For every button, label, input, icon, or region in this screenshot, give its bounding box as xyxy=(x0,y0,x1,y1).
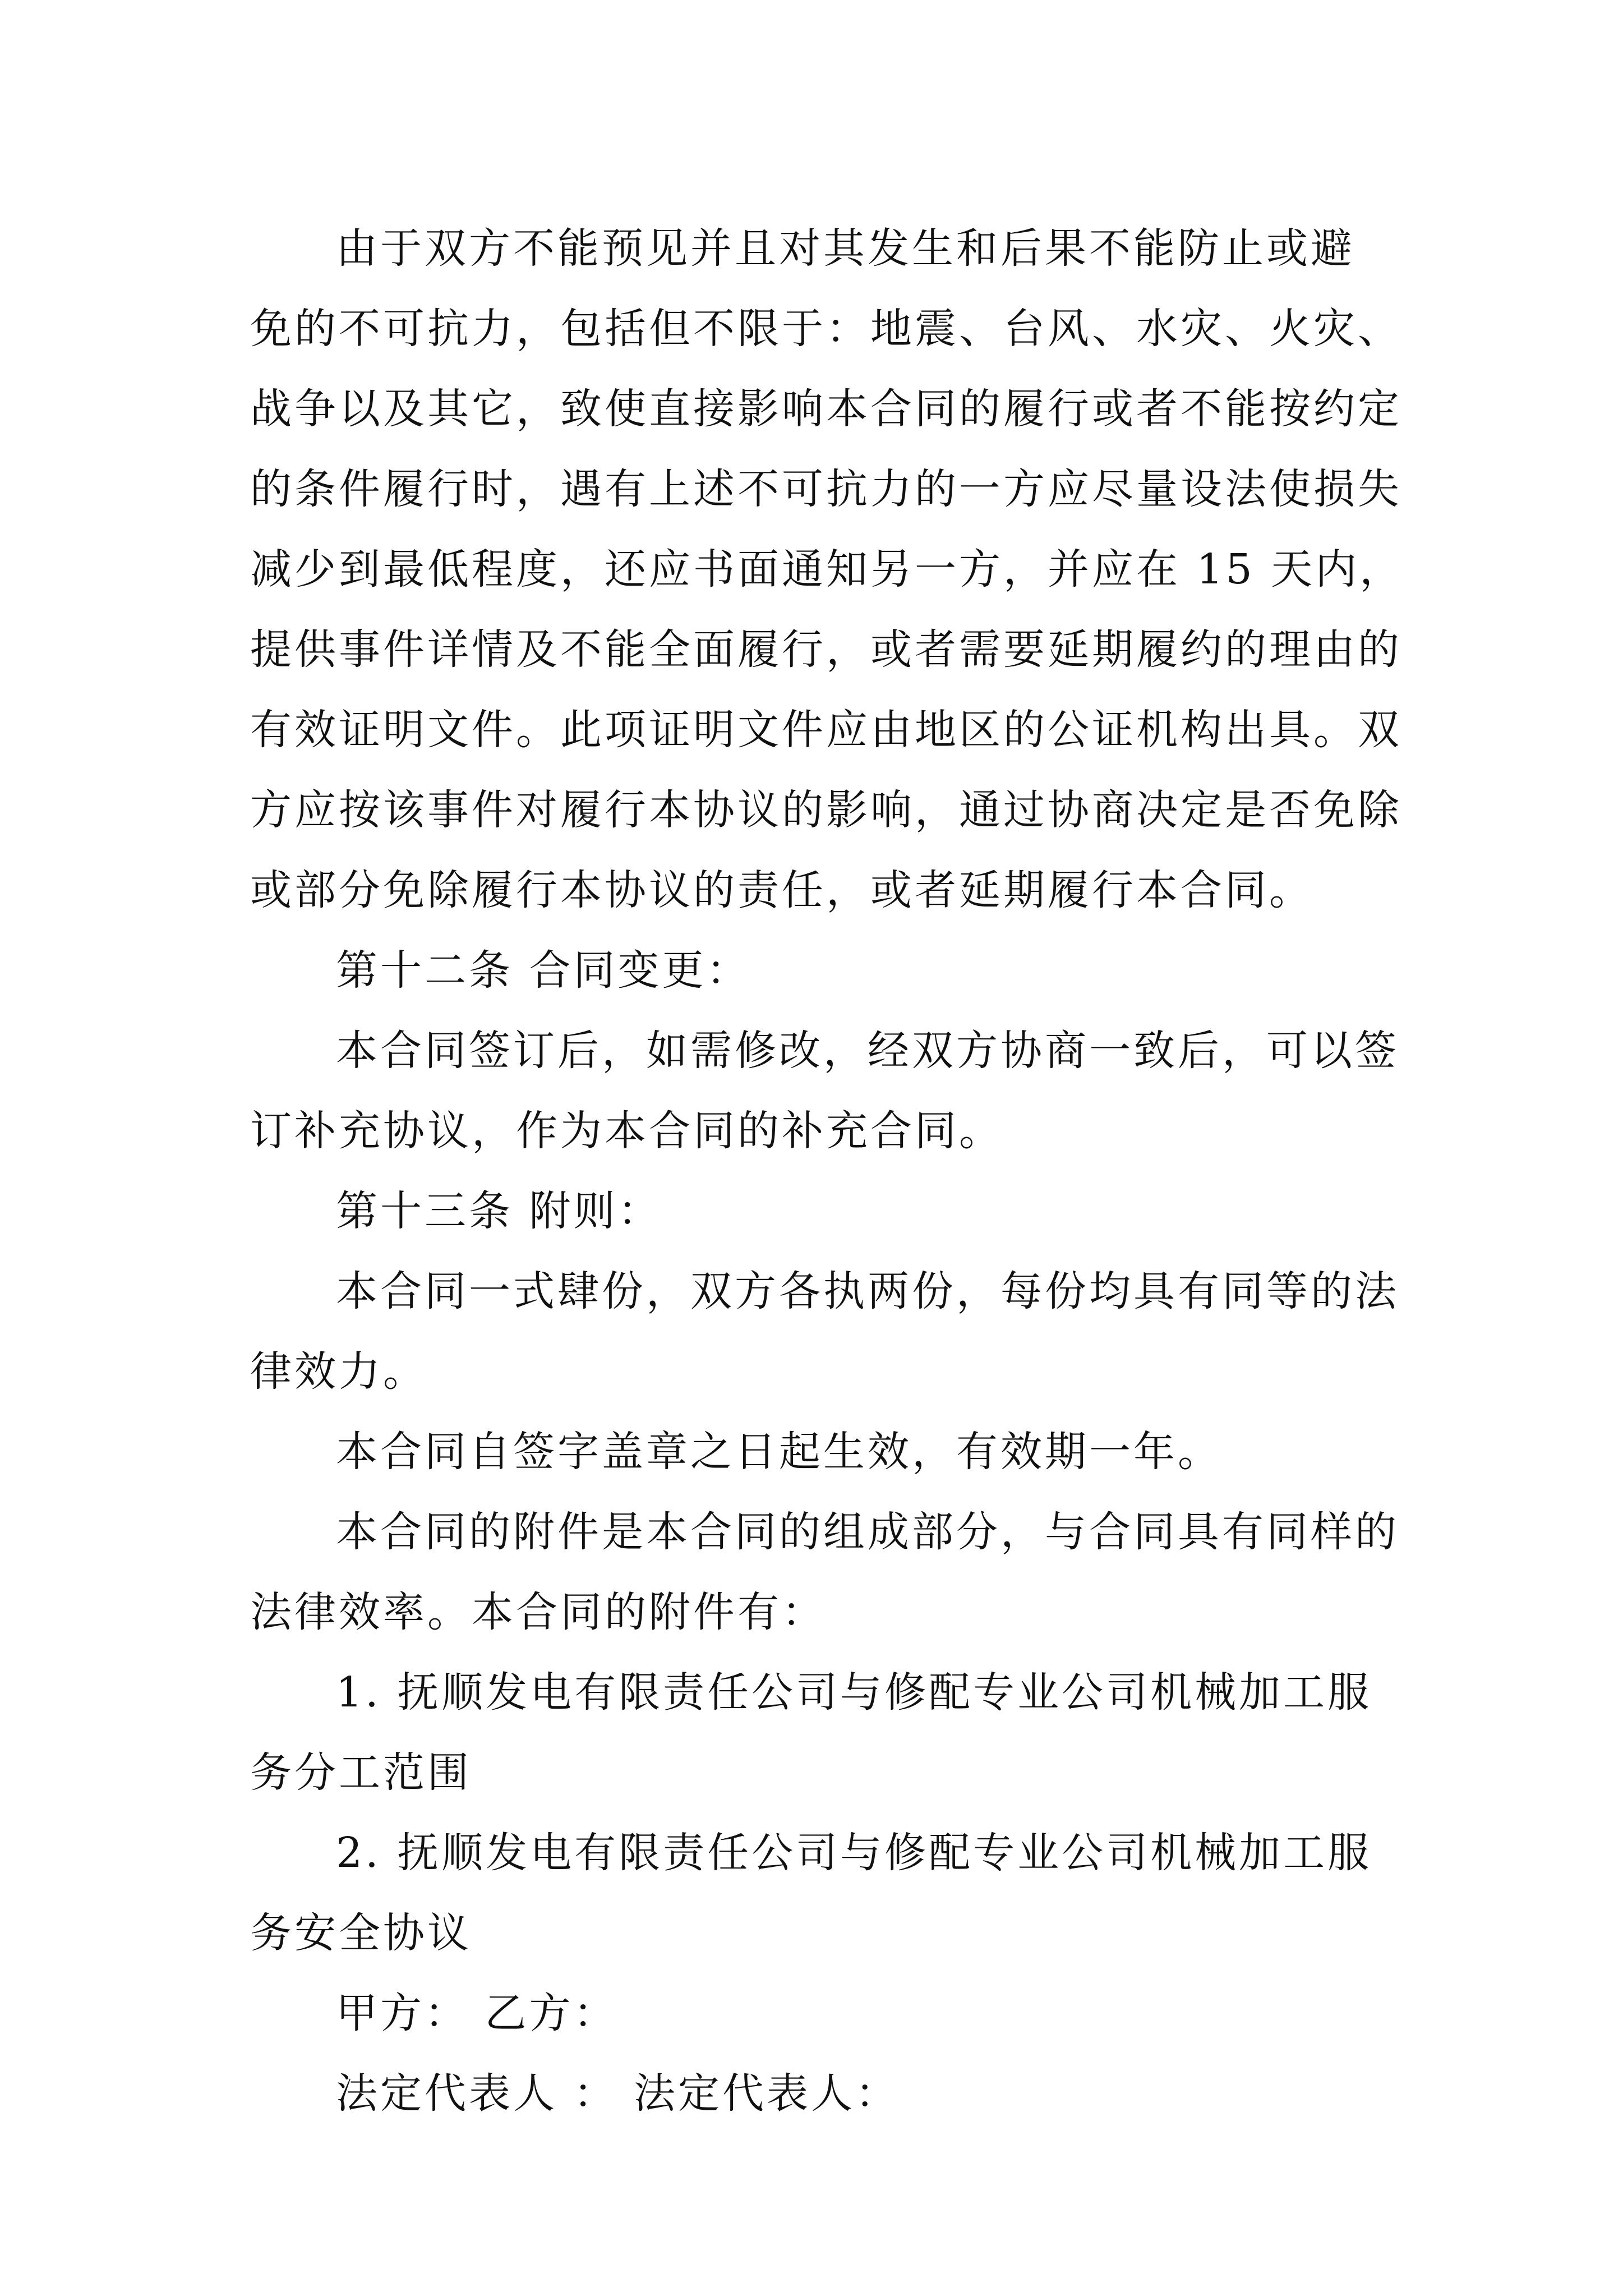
text-line: 方应按该事件对履行本协议的影响，通过协商决定是否免除 xyxy=(250,786,1402,834)
text-line: 律效力。 xyxy=(250,1347,427,1396)
representative-labels: 法定代表人 ： 法定代表人： xyxy=(336,2069,900,2118)
attachment-item-1 xyxy=(250,1653,1389,1813)
text-line: 减少到最低程度，还应书面通知另一方，并应在 15 天内， xyxy=(250,545,1404,593)
text-line: 或部分免除履行本协议的责任，或者延期履行本合同。 xyxy=(250,866,1313,914)
text-line: 本合同自签字盖章之日起生效，有效期一年。 xyxy=(336,1428,1222,1476)
signature-parties xyxy=(250,1973,1389,2054)
paragraph-force-majeure xyxy=(250,209,1404,931)
text-line: 的条件履行时，遇有上述不可抗力的一方应尽量设法使损失 xyxy=(250,465,1402,513)
text-line: 提供事件详情及不能全面履行，或者需要延期履约的理由的 xyxy=(250,625,1402,674)
section-heading: 第十二条 合同变更： xyxy=(336,946,751,995)
text-line: 2. 抚顺发电有限责任公司与修配专业公司机械加工服 xyxy=(336,1829,1372,1877)
text-line: 务安全协议 xyxy=(250,1909,472,1957)
text-line: 务分工范围 xyxy=(250,1749,472,1797)
article-12-heading xyxy=(250,931,1389,1011)
paragraph-attachments-intro xyxy=(250,1492,1399,1653)
attachment-item-2 xyxy=(250,1813,1389,1973)
text-line: 订补充协议，作为本合同的补充合同。 xyxy=(250,1107,1003,1155)
text-line: 1. 抚顺发电有限责任公司与修配专业公司机械加工服 xyxy=(336,1668,1372,1717)
section-heading: 第十三条 附则： xyxy=(336,1187,662,1235)
text-line: 免的不可抗力，包括但不限于：地震、台风、水灾、火灾、 xyxy=(250,305,1402,353)
article-13-heading xyxy=(250,1171,1389,1251)
text-line: 本合同签订后，如需修改，经双方协商一致后，可以签 xyxy=(336,1027,1399,1075)
paragraph-copies xyxy=(250,1251,1399,1412)
paragraph-article-12 xyxy=(250,1011,1399,1171)
text-line: 由于双方不能预见并且对其发生和后果不能防止或避 xyxy=(336,224,1355,273)
text-line: 有效证明文件。此项证明文件应由地区的公证机构出具。双 xyxy=(250,706,1402,754)
party-labels: 甲方： 乙方： xyxy=(336,1989,618,2037)
paragraph-effective xyxy=(250,1412,1389,1492)
text-line: 法律效率。本合同的附件有： xyxy=(250,1588,826,1636)
signature-representatives xyxy=(250,2054,1389,2134)
text-line: 本合同一式肆份，双方各执两份，每份均具有同等的法 xyxy=(336,1267,1399,1315)
text-line: 战争以及其它，致使直接影响本合同的履行或者不能按约定 xyxy=(250,385,1402,433)
contract-body xyxy=(250,209,1404,2134)
text-line: 本合同的附件是本合同的组成部分，与合同具有同样的 xyxy=(336,1508,1399,1556)
